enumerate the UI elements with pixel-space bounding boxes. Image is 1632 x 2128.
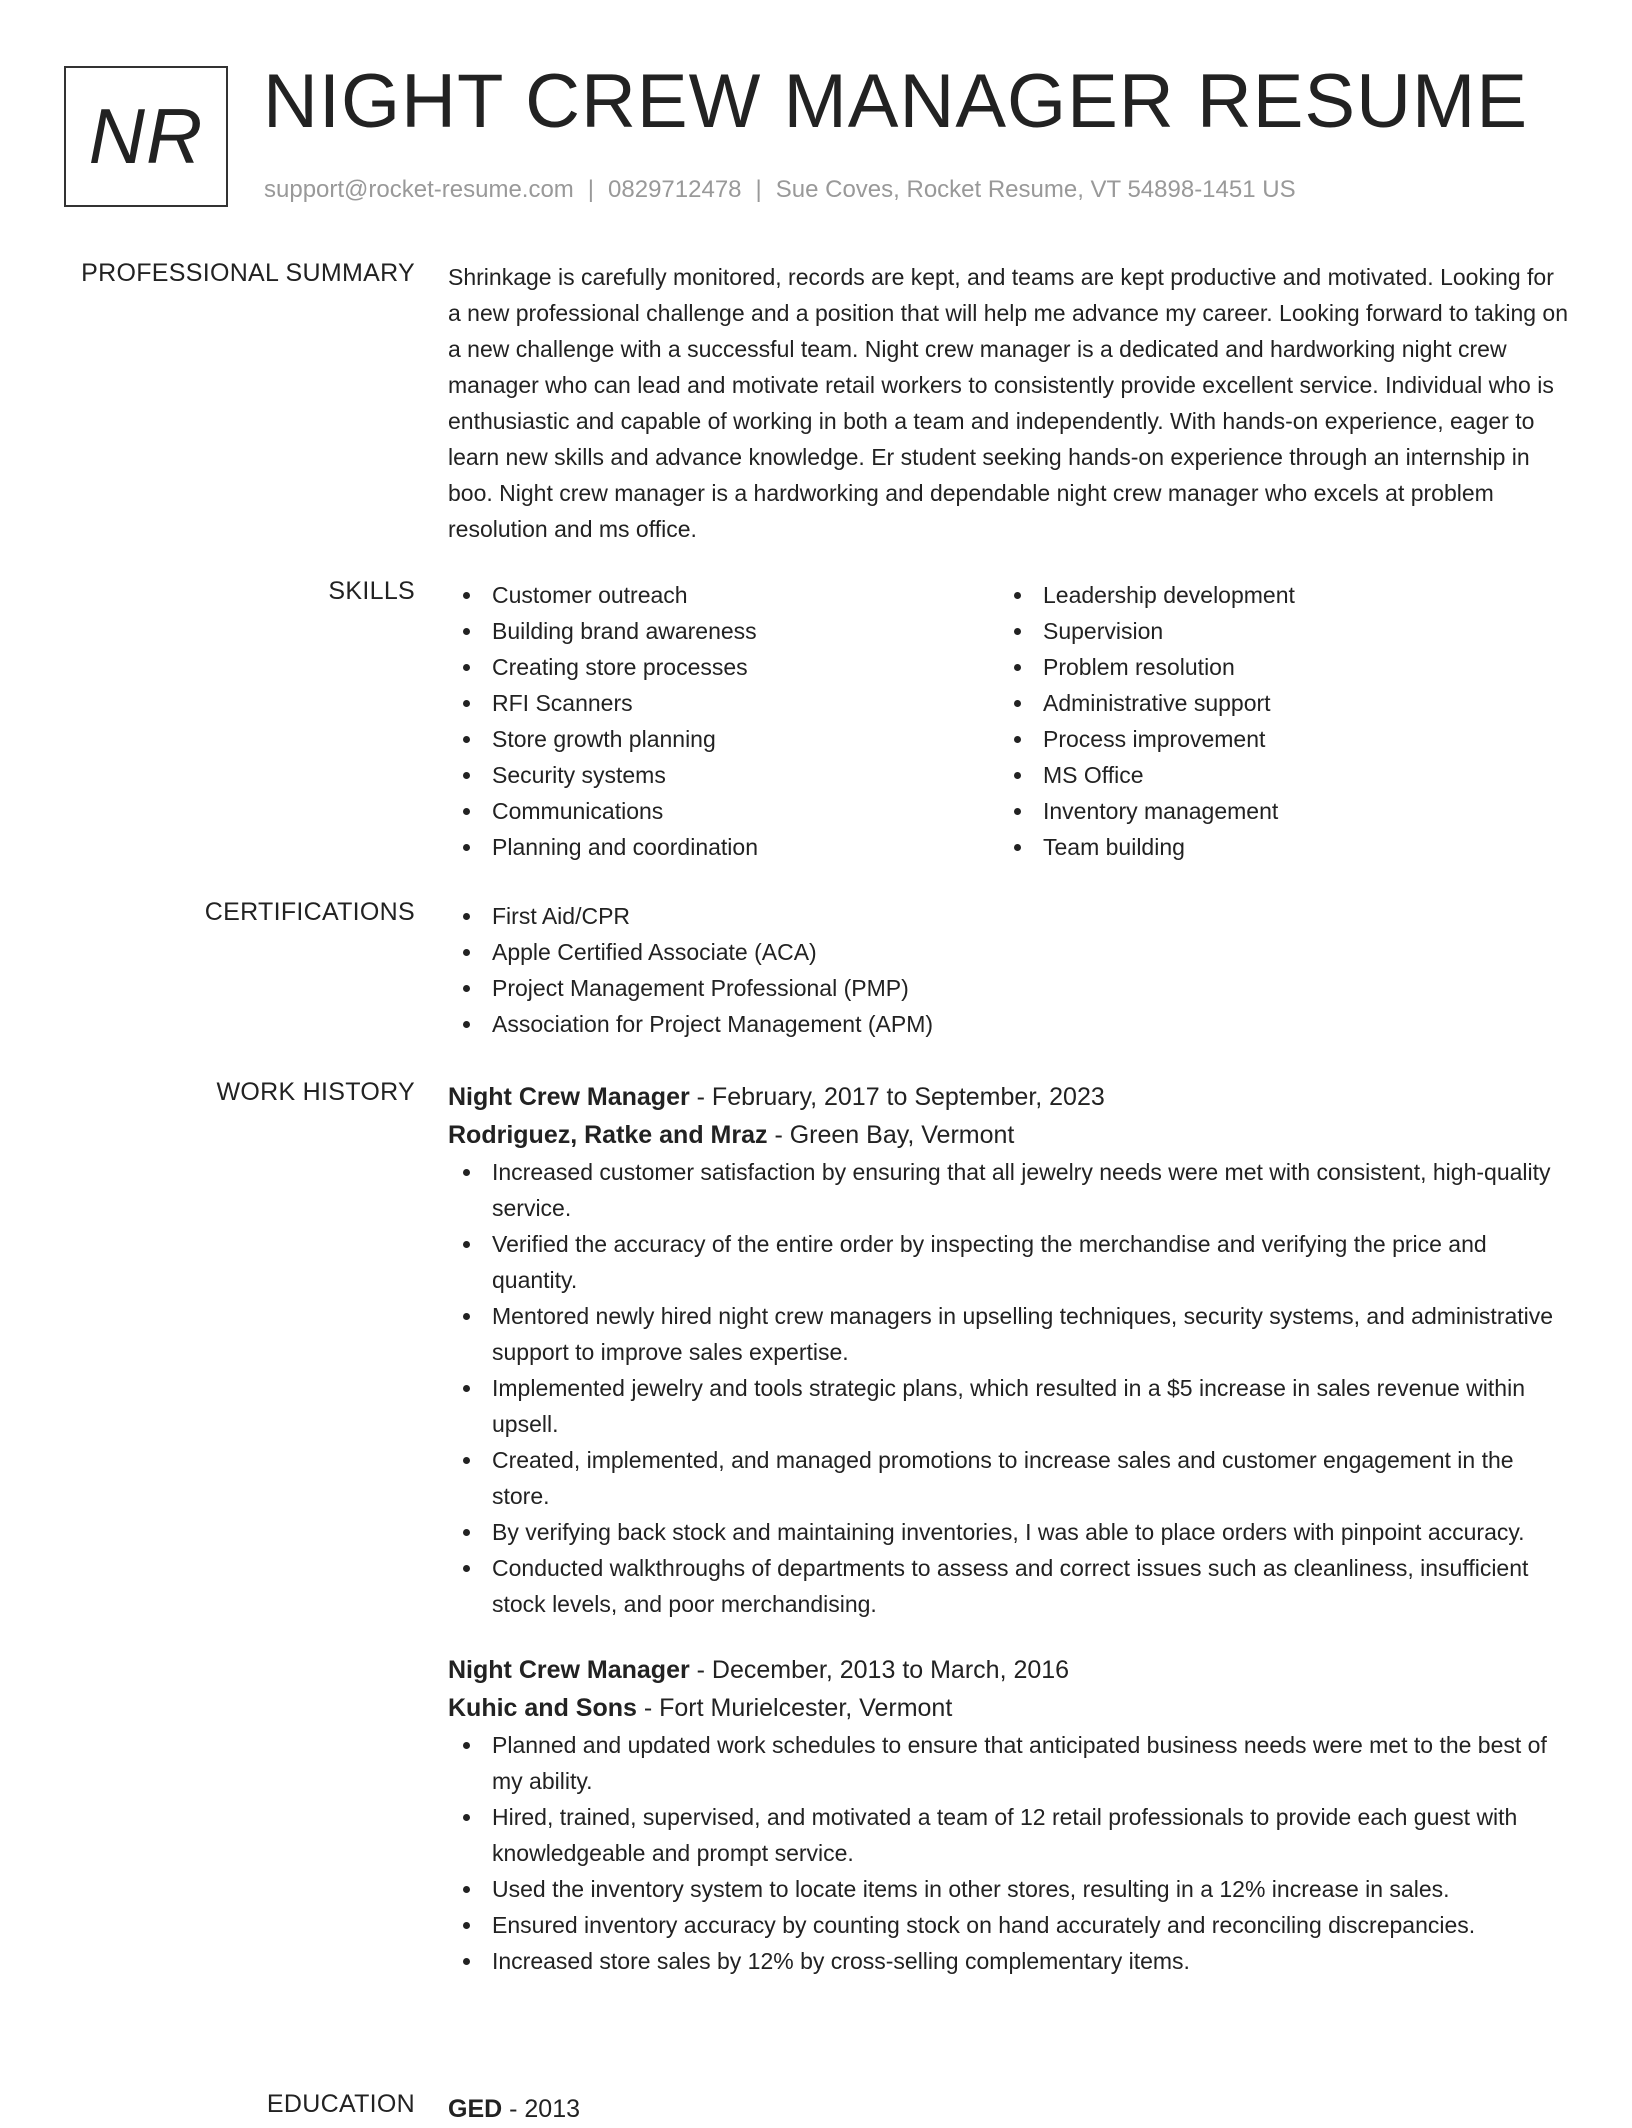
certifications-body	[448, 898, 1570, 1042]
skills-left-list	[448, 577, 999, 865]
skill-item: Administrative support	[999, 685, 1550, 721]
skill-item: Problem resolution	[999, 649, 1550, 685]
contact-separator: |	[755, 176, 762, 203]
contact-email[interactable]: support@rocket-resume.com	[264, 176, 574, 203]
job-company: Rodriguez, Ratke and Mraz	[448, 1121, 768, 1149]
job-dates: - December, 2013 to March, 2016	[689, 1656, 1070, 1684]
certification-item: Association for Project Management (APM)	[448, 1006, 1570, 1042]
skill-item: Creating store processes	[448, 649, 999, 685]
job-bullet: Planned and updated work schedules to ensure that anticipated business needs were met to the best of my ability.	[448, 1727, 1570, 1799]
job-title-line	[448, 1078, 1570, 1116]
certification-item: First Aid/CPR	[448, 898, 1570, 934]
skill-item: Inventory management	[999, 793, 1550, 829]
skill-item: Leadership development	[999, 577, 1550, 613]
education-body	[448, 2090, 1570, 2128]
job-bullet: Increased customer satisfaction by ensuring that all jewelry needs were met with consistent, high-quality service.	[448, 1154, 1570, 1226]
education-year: - 2013	[502, 2095, 581, 2123]
job-title: Night Crew Manager	[448, 1083, 690, 1111]
job-company-line	[448, 1116, 1570, 1154]
section-label-work-history: WORK HISTORY	[216, 1078, 415, 1106]
section-label-summary: PROFESSIONAL SUMMARY	[81, 259, 415, 287]
job-company: Kuhic and Sons	[448, 1694, 637, 1722]
job-company-line	[448, 1689, 1570, 1727]
skills-body	[448, 577, 1570, 865]
skill-item: Customer outreach	[448, 577, 999, 613]
contact-address: Sue Coves, Rocket Resume, VT 54898-1451 US	[775, 176, 1296, 203]
contact-phone[interactable]: 0829712478	[608, 176, 742, 203]
monogram-initials: NR	[88, 92, 204, 180]
job-bullet: Created, implemented, and managed promotions to increase sales and customer engagement in the store.	[448, 1442, 1570, 1514]
education-degree: GED	[448, 2095, 503, 2123]
skill-item: Security systems	[448, 757, 999, 793]
skill-item: MS Office	[999, 757, 1550, 793]
contact-line	[264, 176, 1296, 204]
skill-item: Building brand awareness	[448, 613, 999, 649]
job-entry	[448, 1651, 1570, 1979]
skills-columns	[448, 577, 1570, 865]
skill-item: RFI Scanners	[448, 685, 999, 721]
skill-item: Planning and coordination	[448, 829, 999, 865]
job-bullet: Increased store sales by 12% by cross-selling complementary items.	[448, 1943, 1570, 1979]
education-line	[448, 2090, 1570, 2128]
job-bullet: Hired, trained, supervised, and motivated a team of 12 retail professionals to provide each guest with knowledgeable and prompt service.	[448, 1799, 1570, 1871]
job-location: - Fort Murielcester, Vermont	[636, 1694, 953, 1722]
summary-text: Shrinkage is carefully monitored, records are kept, and teams are kept productive and motivated. Looking for a new professional challenge and a position that will help me advance my career. Looking forward to taking on a new challenge with a successful team. Night crew manager is a dedicated and hardworking night crew manager who can lead and motivate retail workers to consistently provide excellent service. Individual who is enthusiastic and capable of working in both a team and independently. With hands-on experience, eager to learn new skills and advance knowledge. Er student seeking hands-on experience through an internship in boo. Night crew manager is a hardworking and dependable night crew manager who excels at problem resolution and ms office.	[448, 264, 1569, 542]
work-history-body	[448, 1078, 1570, 1979]
skill-item: Process improvement	[999, 721, 1550, 757]
job-title: Night Crew Manager	[448, 1656, 690, 1684]
job-bullets	[448, 1727, 1570, 1979]
job-bullet: Implemented jewelry and tools strategic plans, which resulted in a $5 increase in sales revenue within upsell.	[448, 1370, 1570, 1442]
skill-item: Team building	[999, 829, 1550, 865]
skill-item: Communications	[448, 793, 999, 829]
section-label-skills: SKILLS	[328, 577, 415, 605]
certification-item: Apple Certified Associate (ACA)	[448, 934, 1570, 970]
job-location: - Green Bay, Vermont	[767, 1121, 1015, 1149]
job-bullet: Used the inventory system to locate items in other stores, resulting in a 12% increase in sales.	[448, 1871, 1570, 1907]
job-entry	[448, 1078, 1570, 1622]
section-label-education: EDUCATION	[266, 2090, 415, 2118]
job-bullet: Conducted walkthroughs of departments to assess and correct issues such as cleanliness, insufficient stock levels, and poor merchandising.	[448, 1550, 1570, 1622]
job-bullet: Ensured inventory accuracy by counting stock on hand accurately and reconciling discrepancies.	[448, 1907, 1570, 1943]
skill-item: Supervision	[999, 613, 1550, 649]
summary-body	[448, 259, 1570, 547]
job-bullets	[448, 1154, 1570, 1622]
certifications-list	[448, 898, 1570, 1042]
job-title-line	[448, 1651, 1570, 1689]
skills-right-list	[999, 577, 1550, 865]
job-bullet: By verifying back stock and maintaining inventories, I was able to place orders with pinpoint accuracy.	[448, 1514, 1570, 1550]
certification-item: Project Management Professional (PMP)	[448, 970, 1570, 1006]
job-bullet: Mentored newly hired night crew managers in upselling techniques, security systems, and administrative support to improve sales expertise.	[448, 1298, 1570, 1370]
contact-separator: |	[587, 176, 595, 203]
skill-item: Store growth planning	[448, 721, 999, 757]
job-dates: - February, 2017 to September, 2023	[689, 1083, 1105, 1111]
job-bullet: Verified the accuracy of the entire order by inspecting the merchandise and verifying the price and quantity.	[448, 1226, 1570, 1298]
section-label-certifications: CERTIFICATIONS	[204, 898, 415, 926]
monogram-box	[64, 66, 228, 207]
resume-title: NIGHT CREW MANAGER RESUME	[263, 59, 1529, 144]
